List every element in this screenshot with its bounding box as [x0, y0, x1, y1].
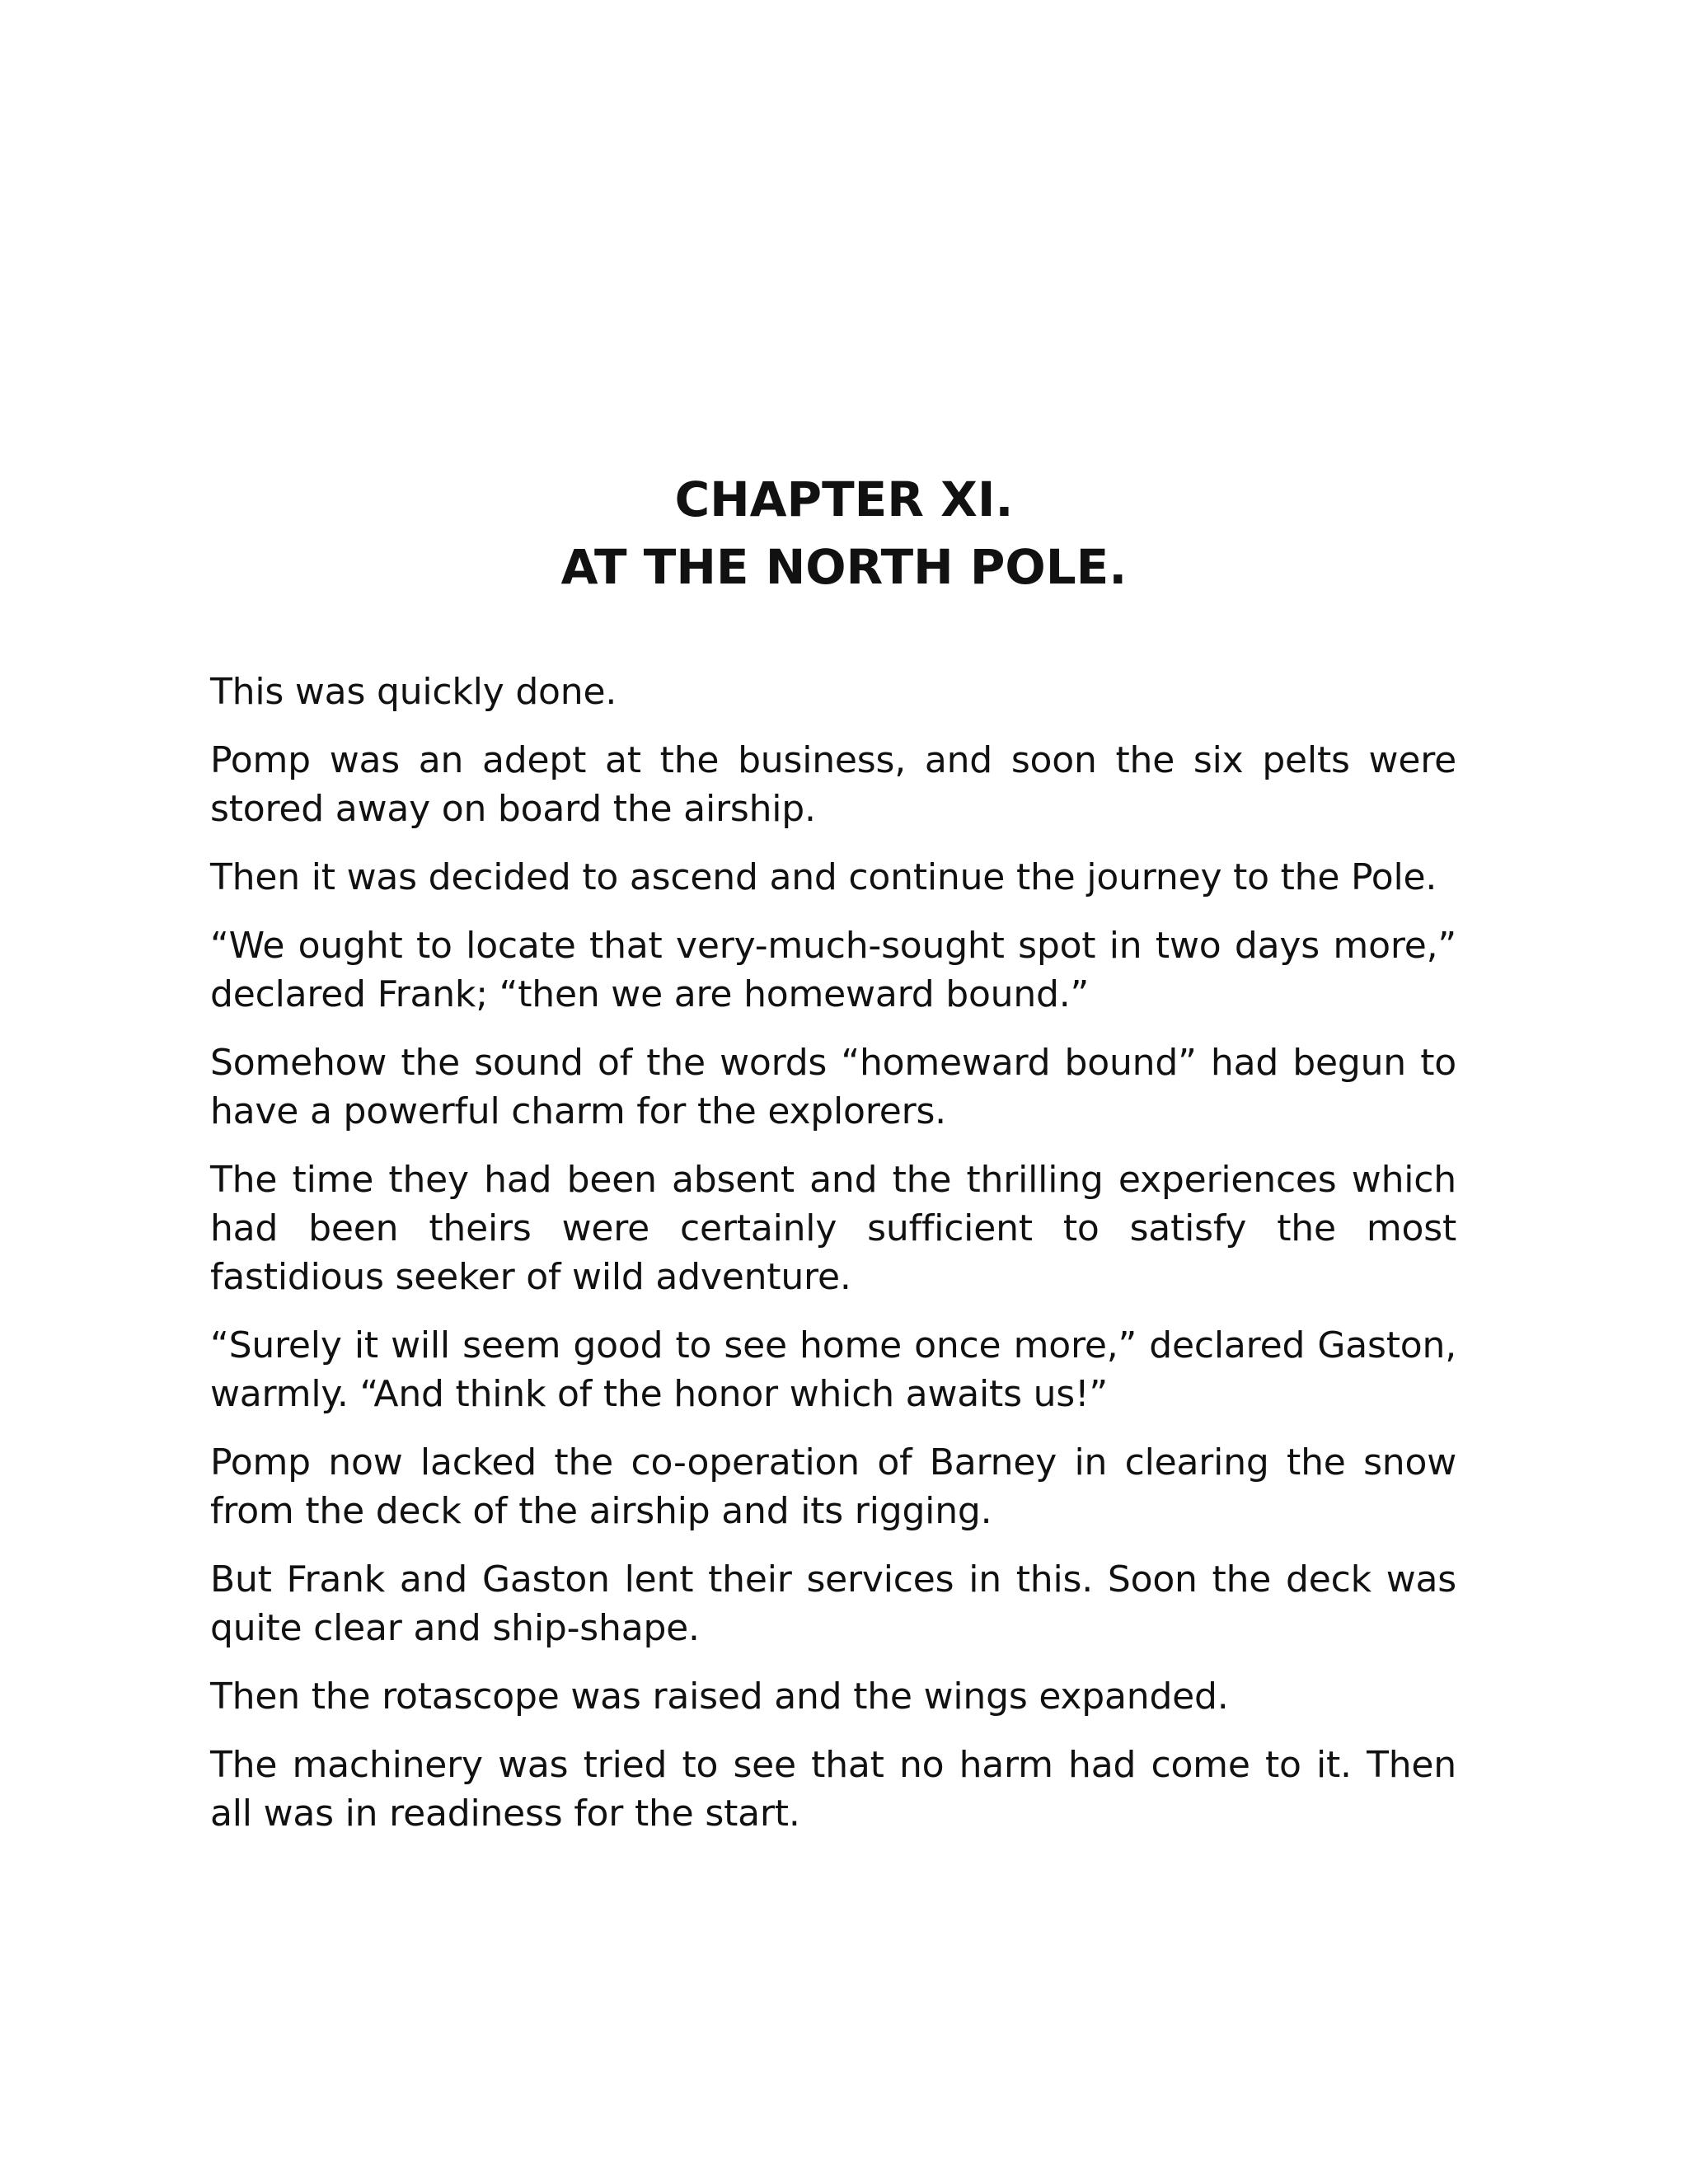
paragraph: Then it was decided to ascend and continue the journey to the Pole. — [210, 856, 1437, 898]
chapter-number: CHAPTER XI. — [674, 471, 1014, 527]
paragraph: Pomp was an adept at the business, and soon the six pelts were stored away on board the airship. — [210, 739, 1456, 830]
paragraph: The machinery was tried to see that no harm had come to it. Then all was in readiness for the start. — [210, 1744, 1456, 1835]
paragraph: “We ought to locate that very-much-sought spot in two days more,” declared Frank; “then we are homeward bound.” — [210, 925, 1456, 1015]
paragraph: But Frank and Gaston lent their services in this. Soon the deck was quite clear and ship-shape. — [210, 1558, 1456, 1649]
paragraph: Somehow the sound of the words “homeward bound” had begun to have a powerful charm for the explorers. — [210, 1042, 1456, 1132]
chapter-heading — [0, 466, 1688, 601]
paragraph: “Surely it will seem good to see home once more,” declared Gaston, warmly. “And think of the honor which awaits us!” — [210, 1324, 1456, 1415]
paragraph: The time they had been absent and the thrilling experiences which had been theirs were certainly sufficient to satisfy the most fastidious seeker of wild adventure. — [210, 1159, 1456, 1298]
paragraph: Pomp now lacked the co-operation of Barney in clearing the snow from the deck of the airship and its rigging. — [210, 1441, 1456, 1532]
paragraph: This was quickly done. — [210, 671, 617, 713]
paragraph: Then the rotascope was raised and the wings expanded. — [210, 1675, 1229, 1718]
chapter-title: AT THE NORTH POLE. — [560, 539, 1128, 595]
chapter-body — [210, 668, 1456, 1858]
